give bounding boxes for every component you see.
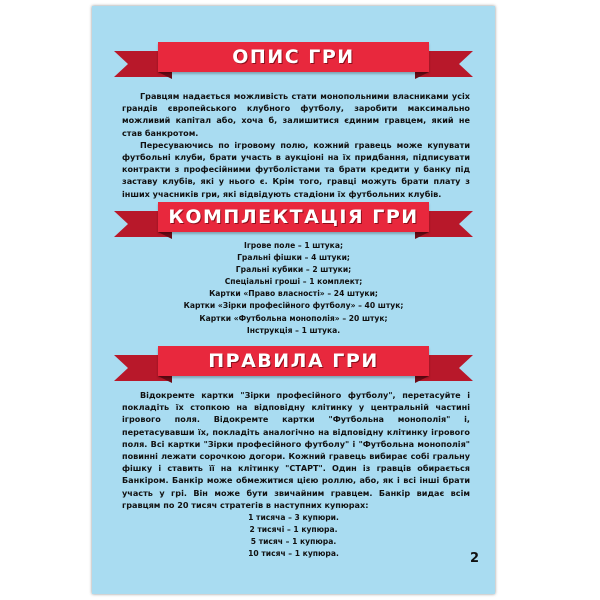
ribbon-fold-right bbox=[415, 72, 429, 79]
ribbon-main bbox=[158, 346, 429, 376]
list-item: Гральні фішки – 4 штуки; bbox=[237, 253, 350, 263]
contents-list bbox=[92, 240, 495, 337]
paragraph: Пересуваючись по ігровому полю, кожний гравець може купувати футбольні клуби, брати участь в аукціоні на їх придбання, підписувати контракти з професійними футболістами та брати кредити у банку під заставу клубів, які у нього є. Крім того, гравці можуть брати плату з інших учасників гри, які відвідують стадіони їх футбольних клубів. bbox=[122, 139, 470, 199]
ribbon-fold-right bbox=[415, 232, 429, 239]
ribbon-fold-left bbox=[158, 232, 172, 239]
ribbon-fold-left bbox=[158, 72, 172, 79]
section-title: ОПИС ГРИ bbox=[232, 46, 355, 68]
list-item: Картки «Зірки професійного футболу» – 40 штук; bbox=[183, 301, 404, 311]
section-title: КОМПЛЕКТАЦІЯ ГРИ bbox=[168, 206, 419, 228]
ribbon-main bbox=[158, 42, 429, 72]
paragraph: Відокремте картки "Зірки професійного футболу", перетасуйте і покладіть їх стопкою на відповідну клітинку у центральній частині ігрового поля. Відокремте картки "Футбольна монополія" і, перетасувавши їх, покладіть аналогічно на відповідну клітинку ігрового поля. Всі картки "Зірки професійного футболу" і "Футбольна монополія" повинні лежати сорочкою догори. Кожний гравець вибирає собі гральну фішку і ставить її на клітинку "СТАРТ". Один із гравців обирається Банкіром. Банкір може обмежитися цією роллю, або, як і всі інші брати участь у грі. Він може бути звичайним гравцем. Банкір видає всім гравцям по 20 тисяч стратегів в наступних купюрах: bbox=[122, 390, 470, 510]
section-banner-contents bbox=[92, 202, 495, 242]
ribbon-fold-left bbox=[158, 376, 172, 383]
list-item: 5 тисяч – 1 купюра. bbox=[250, 537, 337, 547]
paragraph: Гравцям надається можливість стати монопольними власниками усіх грандів європейського клубного футболу, заробити максимально можливий капітал або, хоча б, залишитися єдиним гравцем, який не став банкротом. bbox=[122, 91, 470, 138]
list-item: Картки «Право власності» – 24 штуки; bbox=[209, 289, 378, 299]
rules-text bbox=[122, 389, 470, 511]
section-title: ПРАВИЛА ГРИ bbox=[208, 350, 379, 372]
list-item: Ігрове поле – 1 штука; bbox=[244, 241, 343, 250]
list-item: Гральні кубики – 2 штуки; bbox=[235, 265, 352, 275]
list-item: 10 тисяч – 1 купюра. bbox=[248, 549, 339, 559]
banknotes-list bbox=[92, 512, 495, 560]
page-number: 2 bbox=[469, 551, 479, 566]
section-banner-description bbox=[92, 42, 495, 82]
list-item: 2 тисячі – 1 купюра. bbox=[249, 525, 338, 535]
list-item: Картки «Футбольна монополія» – 20 штук; bbox=[199, 313, 388, 323]
list-item: Спеціальні гроші – 1 комплект; bbox=[224, 277, 363, 287]
list-item: 1 тисяча – 3 купюри. bbox=[248, 513, 339, 522]
list-item: Інструкція – 1 штука. bbox=[246, 325, 341, 335]
ribbon-main bbox=[158, 202, 429, 232]
page bbox=[92, 6, 495, 594]
section-banner-rules bbox=[92, 346, 495, 386]
description-text bbox=[122, 90, 470, 200]
ribbon-fold-right bbox=[415, 376, 429, 383]
